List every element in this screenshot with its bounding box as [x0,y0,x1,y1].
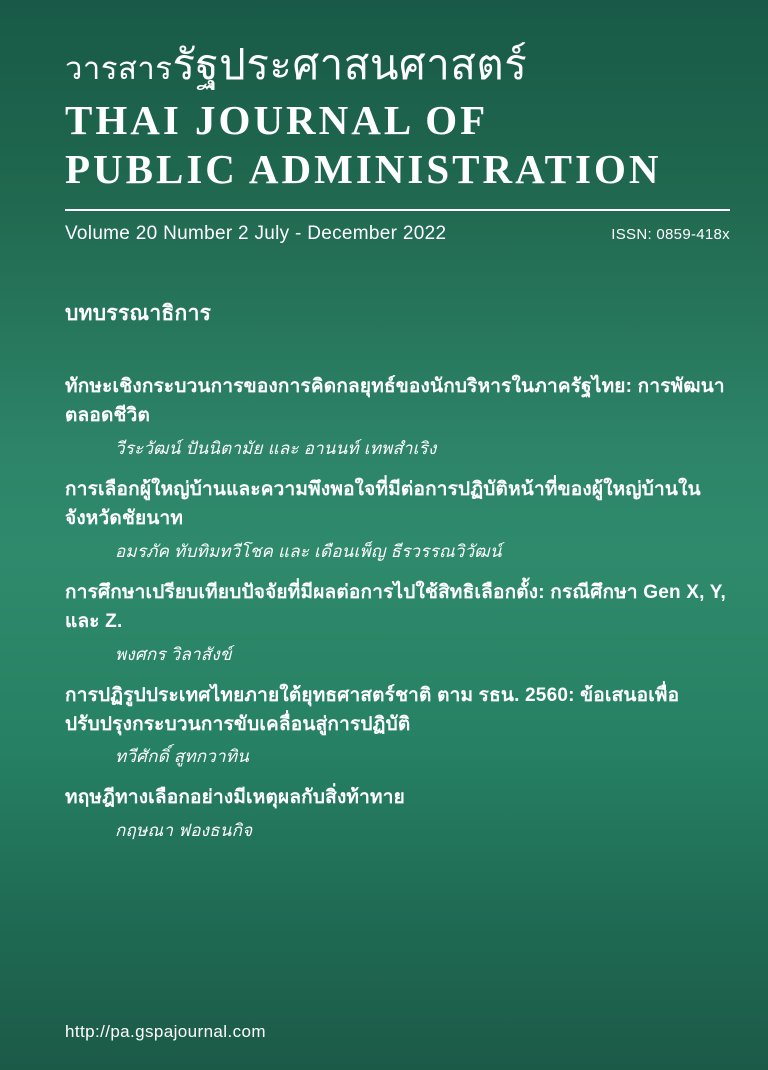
article-authors: กฤษณา ฟองธนกิจ [115,820,253,840]
article-entry [65,578,730,668]
journal-title-thai-main: รัฐประศาสนศาสตร์ [172,41,528,88]
journal-title-english-line1: THAI JOURNAL OF [65,97,489,144]
article-authors: ทวีศักดิ์ สูทกวาทิน [115,747,249,767]
article-entry [65,783,730,843]
editorial-section-heading: บทบรรณาธิการ [65,301,212,325]
masthead [65,0,730,245]
cover-footer [65,1022,266,1042]
article-authors: อมรภัค ทับทิมทวีโชค และ เดือนเพ็ญ ธีรวรรณวิวัฒน์ [115,541,502,561]
journal-url[interactable]: http://pa.gspajournal.com [65,1022,266,1041]
issue-info-row [65,223,730,245]
article-title: การศึกษาเปรียบเทียบปัจจัยที่มีผลต่อการไปใช้สิทธิเลือกตั้ง: กรณีศึกษา Gen X, Y, และ Z. [65,581,727,633]
journal-title-thai [65,42,730,88]
article-entry [65,475,730,565]
article-title: การปฏิรูปประเทศไทยภายใต้ยุทธศาสตร์ชาติ ตาม รธน. 2560: ข้อเสนอเพื่อปรับปรุงกระบวนการขับเคลื่อนสู่การปฏิบัติ [65,684,680,735]
article-authors: วีระวัฒน์ ปันนิตามัย และ อานนท์ เทพสำเริง [115,438,437,458]
volume-issue-date: Volume 20 Number 2 July - December 2022 [65,222,447,244]
table-of-contents [65,297,730,844]
article-entry [65,372,730,462]
journal-title-thai-prefix: วารสาร [65,51,173,86]
masthead-divider [65,209,730,211]
article-authors: พงศกร วิลาสังข์ [115,644,232,664]
article-title: การเลือกผู้ใหญ่บ้านและความพึงพอใจที่มีต่อการปฏิบัติหน้าที่ของผู้ใหญ่บ้านในจังหวัดชัยนาท [65,478,701,530]
article-entry [65,681,730,771]
journal-title-english-line2: PUBLIC ADMINISTRATION [65,145,662,192]
article-title: ทักษะเชิงกระบวนการของการคิดกลยุทธ์ของนักบริหารในภาครัฐไทย: การพัฒนาตลอดชีวิต [65,375,725,427]
article-list [65,372,730,844]
article-title: ทฤษฎีทางเลือกอย่างมีเหตุผลกับสิ่งท้าทาย [65,787,405,809]
issn-number: ISSN: 0859-418x [611,225,730,243]
